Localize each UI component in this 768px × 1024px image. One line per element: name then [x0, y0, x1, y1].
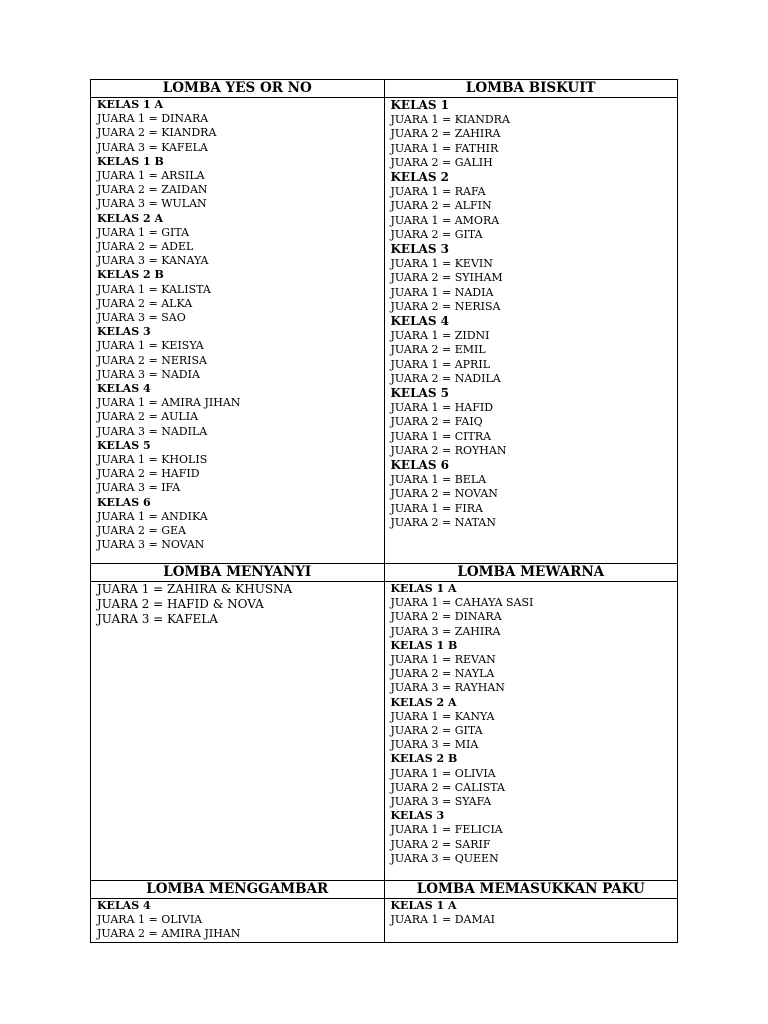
winner-line: JUARA 1 = AMORA	[390, 213, 500, 227]
winner-line: JUARA 2 = GEA	[97, 524, 186, 538]
winner-line: JUARA 1 = ARSILA	[97, 169, 205, 183]
winner-line: JUARA 2 = SARIF	[390, 837, 491, 851]
section-body	[384, 899, 678, 943]
class-heading: KELAS 4	[97, 899, 151, 912]
winner-line: JUARA 3 = KAFELA	[97, 140, 208, 154]
section-body	[91, 582, 385, 881]
winner-line: JUARA 2 = HAFID & NOVA	[97, 597, 264, 612]
winner-line: JUARA 3 = NOVAN	[97, 538, 205, 552]
winner-line: JUARA 2 = FAIQ	[390, 415, 483, 429]
winner-line: JUARA 3 = QUEEN	[390, 851, 499, 865]
winner-line: JUARA 1 = HAFID	[390, 401, 494, 415]
winner-line: JUARA 2 = NADILA	[390, 371, 501, 385]
winner-line: JUARA 3 = ZAHIRA	[390, 624, 501, 638]
winner-line: JUARA 1 = AMIRA JIHAN	[97, 396, 241, 410]
section-title: LOMBA YES OR NO	[91, 80, 385, 98]
winner-line: JUARA 1 = FIRA	[390, 501, 483, 515]
winner-line: JUARA 1 = KALISTA	[97, 282, 211, 296]
winner-line: JUARA 3 = RAYHAN	[390, 681, 505, 695]
winner-line: JUARA 2 = ADEL	[97, 240, 194, 254]
winner-line: JUARA 2 = ZAIDAN	[97, 183, 208, 197]
section-body	[91, 899, 385, 943]
class-heading: KELAS 1 A	[97, 98, 164, 111]
class-heading: KELAS 3	[390, 809, 445, 823]
class-heading: KELAS 4	[97, 382, 151, 396]
winner-line: JUARA 2 = AMIRA JIHAN	[97, 927, 241, 941]
section-title: LOMBA MEWARNA	[384, 564, 678, 582]
header-row	[91, 881, 678, 899]
class-heading: KELAS 3	[97, 325, 151, 339]
winner-line: JUARA 2 = KIANDRA	[97, 126, 217, 140]
winner-line: JUARA 2 = ALKA	[97, 296, 193, 310]
winner-line: JUARA 1 = KIANDRA	[390, 113, 510, 127]
class-heading: KELAS 5	[390, 386, 450, 401]
winner-line: JUARA 2 = SYIHAM	[390, 271, 503, 285]
section-title: LOMBA MENGGAMBAR	[91, 881, 385, 899]
class-heading: KELAS 1 A	[390, 899, 457, 912]
winner-line: JUARA 3 = NADIA	[97, 367, 200, 381]
winner-line: JUARA 1 = KEISYA	[97, 339, 204, 353]
winner-line: JUARA 3 = IFA	[97, 481, 181, 495]
winner-line: JUARA 2 = GITA	[390, 724, 483, 738]
class-heading: KELAS 5	[97, 438, 151, 452]
winner-line: JUARA 1 = FELICIA	[390, 823, 503, 837]
section-title: LOMBA MEMASUKKAN PAKU	[384, 881, 678, 899]
winner-line: JUARA 1 = FATHIR	[390, 141, 499, 155]
section-title: LOMBA MENYANYI	[91, 564, 385, 582]
winner-line: JUARA 2 = NERISA	[390, 299, 501, 313]
winner-line: JUARA 1 = ZAHIRA & KHUSNA	[97, 582, 293, 596]
winner-line: JUARA 1 = OLIVIA	[97, 913, 203, 927]
winner-line: JUARA 2 = EMIL	[390, 343, 486, 357]
winner-line: JUARA 1 = ANDIKA	[97, 509, 208, 523]
winner-line: JUARA 2 = HAFID	[97, 467, 200, 481]
winner-line: JUARA 1 = RAFA	[390, 185, 486, 199]
winner-line: JUARA 2 = GITA	[390, 227, 483, 241]
winner-line: JUARA 2 = NAYLA	[390, 667, 495, 681]
section-title: LOMBA BISKUIT	[384, 80, 678, 98]
winner-line: JUARA 1 = REVAN	[390, 653, 496, 667]
winner-line: JUARA 3 = SAO	[97, 311, 186, 325]
body-row	[91, 899, 678, 943]
class-heading: KELAS 1 A	[390, 582, 457, 595]
class-heading: KELAS 2 B	[390, 752, 458, 766]
winner-line: JUARA 1 = OLIVIA	[390, 766, 496, 780]
winner-line: JUARA 2 = NOVAN	[390, 487, 498, 501]
body-row	[91, 582, 678, 881]
winner-line: JUARA 3 = KAFELA	[97, 612, 218, 627]
winner-line: JUARA 2 = ROYHAN	[390, 443, 507, 457]
winner-line: JUARA 1 = KHOLIS	[97, 453, 208, 467]
class-heading: KELAS 2 A	[390, 695, 457, 709]
class-heading: KELAS 2 A	[97, 211, 164, 225]
winner-line: JUARA 2 = ALFIN	[390, 199, 492, 213]
winner-line: JUARA 1 = ZIDNI	[390, 329, 490, 343]
results-table	[90, 79, 678, 943]
class-heading: KELAS 4	[390, 314, 450, 329]
section-body	[384, 98, 678, 564]
winner-line: JUARA 2 = DINARA	[390, 610, 502, 624]
class-heading: KELAS 6	[390, 458, 450, 473]
winner-line: JUARA 1 = GITA	[97, 225, 190, 239]
winner-line: JUARA 1 = DAMAI	[390, 913, 496, 927]
winner-line: JUARA 3 = SYAFA	[390, 795, 492, 809]
winner-line: JUARA 1 = NADIA	[390, 285, 494, 299]
winner-line: JUARA 2 = NATAN	[390, 515, 496, 529]
winner-line: JUARA 3 = NADILA	[97, 424, 208, 438]
winner-line: JUARA 2 = ZAHIRA	[390, 127, 501, 141]
winner-line: JUARA 2 = AULIA	[97, 410, 199, 424]
class-heading: KELAS 2	[390, 170, 450, 185]
class-heading: KELAS 3	[390, 242, 450, 257]
class-heading: KELAS 6	[97, 495, 151, 509]
winner-line: JUARA 3 = WULAN	[97, 197, 207, 211]
winner-line: JUARA 3 = MIA	[390, 738, 479, 752]
section-body	[384, 582, 678, 881]
winner-line: JUARA 1 = CAHAYA SASI	[390, 596, 534, 610]
class-heading: KELAS 1	[390, 98, 450, 112]
header-row	[91, 80, 678, 98]
winner-line: JUARA 1 = APRIL	[390, 357, 490, 371]
winner-line: JUARA 3 = KANAYA	[97, 254, 209, 268]
winner-line: JUARA 1 = KANYA	[390, 709, 495, 723]
winner-line: JUARA 2 = CALISTA	[390, 780, 505, 794]
body-row	[91, 98, 678, 564]
winner-line: JUARA 1 = DINARA	[97, 112, 209, 126]
winner-line: JUARA 1 = KEVIN	[390, 257, 493, 271]
class-heading: KELAS 1 B	[390, 638, 458, 652]
winner-line: JUARA 1 = CITRA	[390, 429, 492, 443]
winner-line: JUARA 1 = BELA	[390, 473, 487, 487]
class-heading: KELAS 2 B	[97, 268, 164, 282]
header-row	[91, 564, 678, 582]
winner-line: JUARA 2 = NERISA	[97, 353, 207, 367]
winner-line: JUARA 2 = GALIH	[390, 155, 493, 169]
section-body	[91, 98, 385, 564]
class-heading: KELAS 1 B	[97, 154, 164, 168]
